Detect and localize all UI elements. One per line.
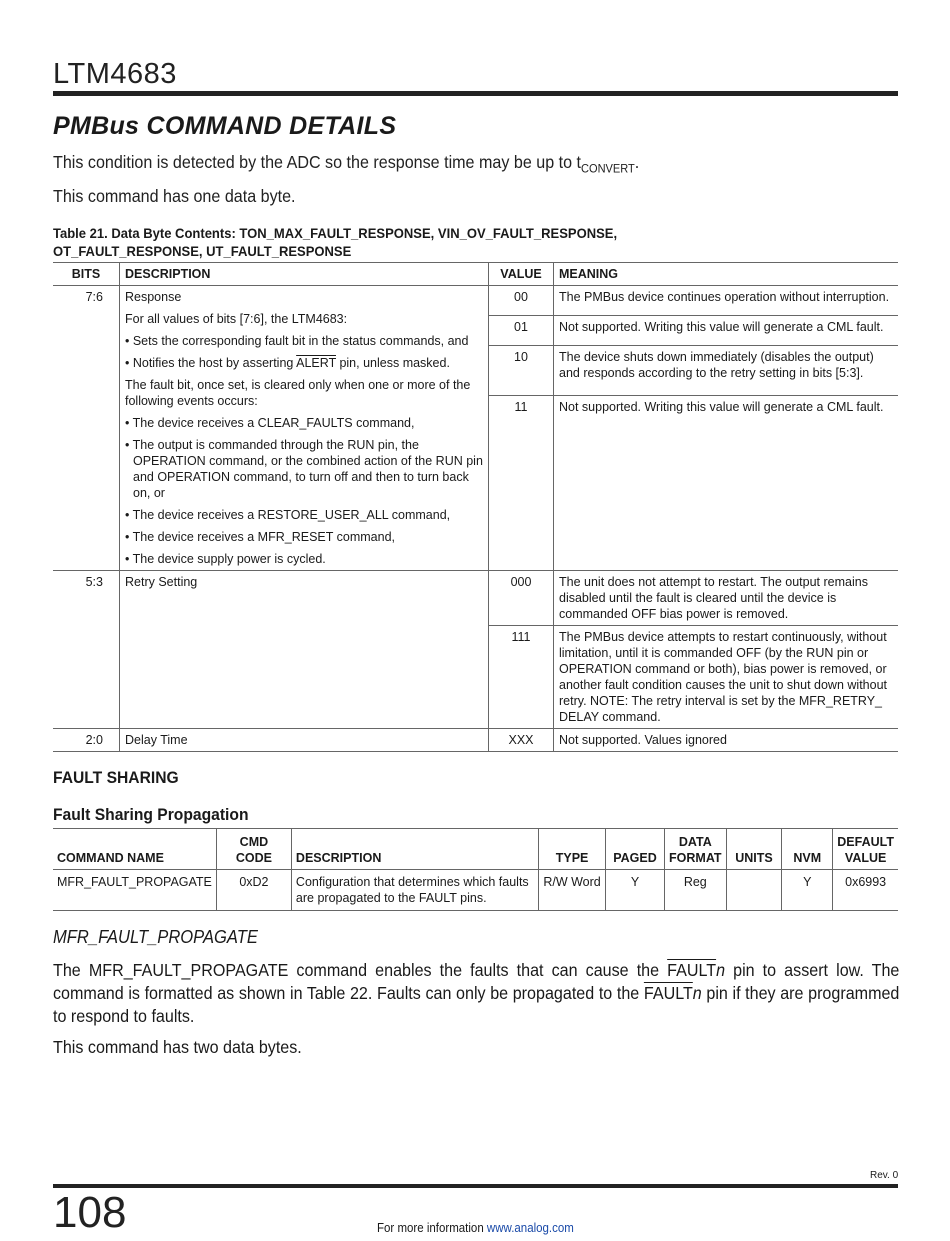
col-meaning: MEANING (554, 263, 899, 286)
col-description: DESCRIPTION (120, 263, 489, 286)
table-row: 2:0 Delay Time XXX Not supported. Values ignored (53, 729, 898, 752)
col-data-format: DATA FORMAT (664, 829, 726, 870)
table-row: 10 The device shuts down immediately (disables the output) and responds according to the retry setting in bits [5:3]. (53, 345, 898, 396)
table-row: 5:3 Retry Setting 000 The unit does not attempt to restart. The output remains disabled until the fault is cleared until the device is commanded OFF bias power is removed. (53, 571, 898, 626)
header-rule (53, 91, 898, 96)
footer-rule (53, 1184, 898, 1188)
mfr-fault-propagate-title: MFR_FAULT_PROPAGATE (53, 927, 258, 947)
fault-sharing-table: COMMAND NAME CMD CODE DESCRIPTION TYPE PAGED DATA FORMAT UNITS NVM DEFAULT VALUE MFR_FAULT_PROPAGATE 0xD2 Configuration that determines which faults are propagated to the FAULT pins. R/W Word Y Reg Y 0x6993 (53, 828, 898, 911)
footer-more-info: For more information www.analog.com (377, 1221, 574, 1235)
fault-sharing-subheading: Fault Sharing Propagation (53, 805, 249, 824)
row1-description: Response For all values of bits [7:6], the LTM4683: • Sets the corresponding fault bit in the status commands, and • Notifies the host by asserting ALERT pin, unless masked. The fault bit, once set, is cleared only when one or more of the following events occurs: • The device receives a CLEAR_FAULTS command, • The output is commanded through the RUN pin, the OPERATION command, or the combined action of the RUN pin and OPERATION command, to turn off and then to turn back on, or • The device receives a RESTORE_USER_ALL command, • The device receives a MFR_RESET command, • The device supply power is cycled. (120, 286, 489, 571)
page-number: 108 (53, 1188, 127, 1237)
mfr-fault-propagate-paragraph: The MFR_FAULT_PROPAGATE command enables the faults that can cause the FAULTn pin to assert low. The command is formatted as shown in Table 22. Faults can only be propagated to the FAULTn pin if they are programmed to respond to faults. (53, 960, 900, 1026)
col-bits: BITS (53, 263, 120, 286)
intro-line-1: This condition is detected by the ADC so the response time may be up to $t_{CONVERT}$. (53, 152, 640, 176)
revision-label: Rev. 0 (870, 1170, 899, 1181)
col-value: VALUE (489, 263, 554, 286)
table-row: 111 The PMBus device attempts to restart continuously, without limitation, until it is commanded OFF (by the RUN pin or OPERATION command or both), bias power is removed, or another fault condition causes the unit to shut down without retry. NOTE: The retry interval is set by the MFR_RETRY_ DELAY command. (53, 626, 898, 729)
data-bytes-note: This command has two data bytes. (53, 1037, 302, 1057)
table-row: 01 Not supported. Writing this value will generate a CML fault. (53, 315, 898, 345)
table-21 (53, 262, 898, 752)
table-row: MFR_FAULT_PROPAGATE 0xD2 Configuration that determines which faults are propagated to the FAULT pins. R/W Word Y Reg Y 0x6993 (53, 870, 898, 911)
section-title: PMBus COMMAND DETAILS (53, 112, 397, 140)
intro-line-2: This command has one data byte. (53, 186, 296, 206)
table-row: 11 Not supported. Writing this value will generate a CML fault. (53, 396, 898, 571)
fault-sharing-heading: FAULT SHARING (53, 768, 179, 787)
table-row: 7:6 Response For all values of bits [7:6], the LTM4683: • Sets the corresponding fault bit in the status commands, and • Notifies the host by asserting ALERT pin, unless masked. The fault bit, once set, is cleared only when one or more of the following events occurs: • The device receives a CLEAR_FAULTS command, • The output is commanded through the RUN pin, the OPERATION command, or the combined action of the RUN pin and OPERATION command, to turn off and then to turn back on, or • The device receives a RESTORE_USER_ALL command, • The device receives a MFR_RESET command, • The device supply power is cycled. 00 The PMBus device continues operation without interruption. (53, 286, 898, 316)
col-default-value: DEFAULT VALUE (833, 829, 898, 870)
analog-link[interactable]: www.analog.com (486, 1221, 574, 1235)
table-21-caption: Table 21. Data Byte Contents: TON_MAX_FAULT_RESPONSE, VIN_OV_FAULT_RESPONSE, OT_FAULT_RESPONSE, UT_FAULT_RESPONSE (53, 225, 618, 259)
part-number: LTM4683 (53, 58, 177, 90)
